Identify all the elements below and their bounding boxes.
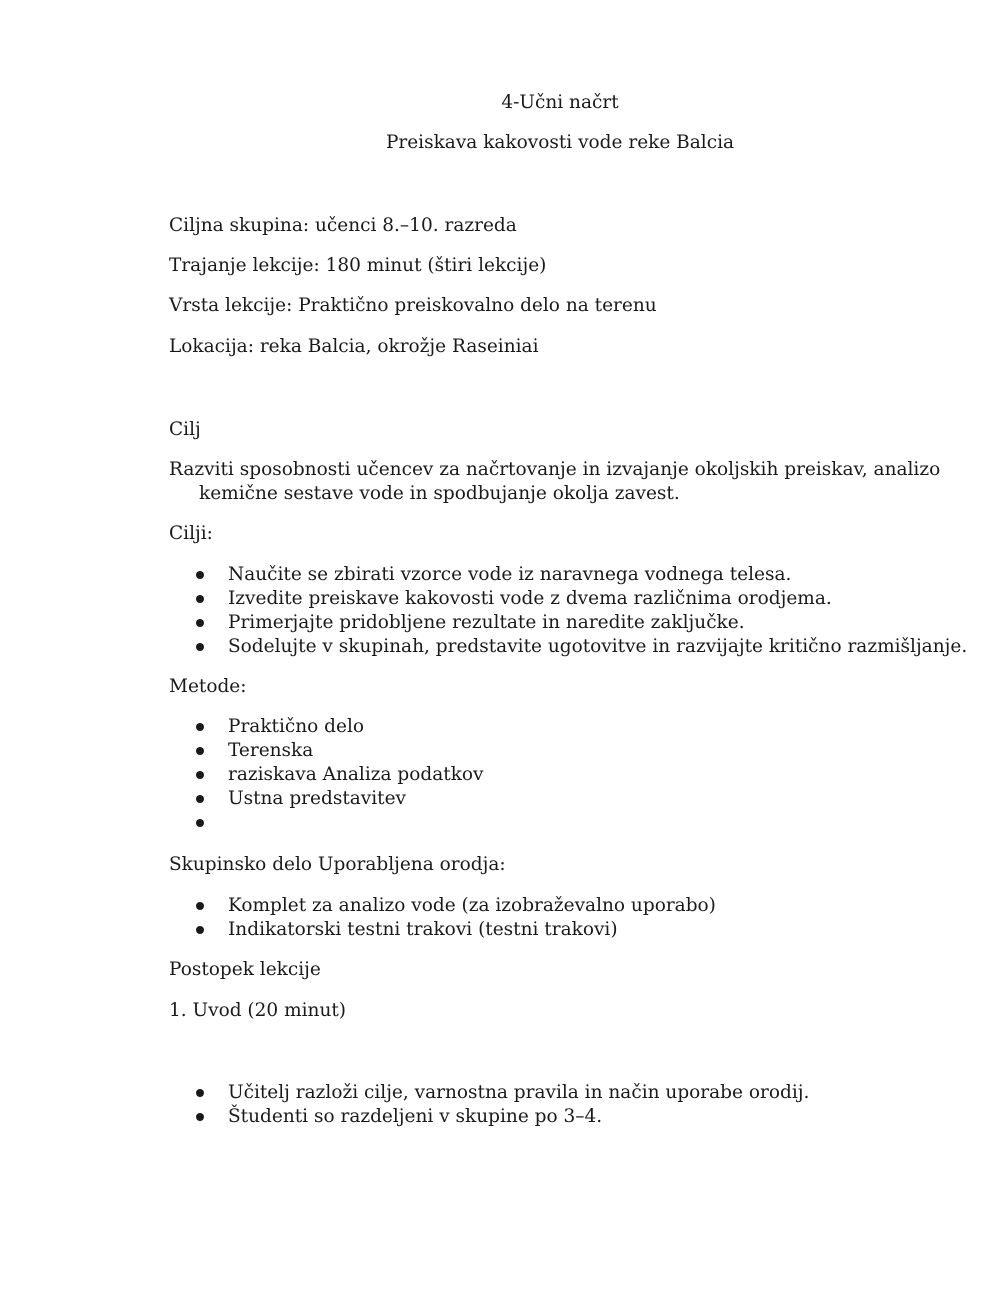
procedure-heading: Postopek lekcije	[169, 959, 321, 980]
location-line: Lokacija: reka Balcia, okrožje Raseiniai	[169, 336, 539, 357]
bullet-icon	[196, 771, 204, 779]
list-item	[169, 811, 484, 835]
list-item: Terenska	[169, 739, 484, 763]
list-item: Naučite se zbirati vzorce vode iz naravnega vodnega telesa.	[169, 563, 967, 587]
bullet-icon	[196, 1113, 204, 1121]
aim-text-line2: kemične sestave vode in spodbujanje okolja zavest.	[199, 483, 680, 504]
bullet-icon	[196, 902, 204, 910]
aim-heading: Cilj	[169, 419, 201, 440]
target-group-line: Ciljna skupina: učenci 8.–10. razreda	[169, 215, 517, 236]
objectives-list	[169, 563, 967, 659]
procedure-step1-heading: 1. Uvod (20 minut)	[169, 1000, 347, 1021]
tools-list	[169, 894, 716, 942]
bullet-icon	[196, 619, 204, 627]
list-item: Ustna predstavitev	[169, 787, 484, 811]
bullet-icon	[196, 819, 204, 827]
aim-paragraph	[169, 458, 949, 506]
list-item: Učitelj razloži cilje, varnostna pravila in način uporabe orodij.	[169, 1081, 809, 1105]
bullet-icon	[196, 926, 204, 934]
list-item: Sodelujte v skupinah, predstavite ugotovitve in razvijajte kritično razmišljanje.	[169, 635, 967, 659]
bullet-icon	[196, 571, 204, 579]
bullet-icon	[196, 595, 204, 603]
document-subtitle: Preiskava kakovosti vode reke Balcia	[385, 132, 735, 153]
list-item: Komplet za analizo vode (za izobraževalno uporabo)	[169, 894, 716, 918]
list-item: raziskava Analiza podatkov	[169, 763, 484, 787]
lesson-type-line: Vrsta lekcije: Praktično preiskovalno delo na terenu	[169, 295, 657, 316]
bullet-icon	[196, 643, 204, 651]
list-item: Izvedite preiskave kakovosti vode z dvema različnima orodjema.	[169, 587, 967, 611]
list-item: Primerjajte pridobljene rezultate in naredite zaključke.	[169, 611, 967, 635]
list-item: Indikatorski testni trakovi (testni trakovi)	[169, 918, 716, 942]
aim-text-line1: Razviti sposobnosti učencev za načrtovanje in izvajanje okoljskih preiskav, analizo	[169, 459, 941, 480]
procedure-step1-list	[169, 1081, 809, 1129]
document-title: 4-Učni načrt	[501, 92, 619, 113]
objectives-heading: Cilji:	[169, 523, 213, 544]
methods-list	[169, 715, 484, 835]
list-item: Praktično delo	[169, 715, 484, 739]
list-item: Študenti so razdeljeni v skupine po 3–4.	[169, 1105, 809, 1129]
bullet-icon	[196, 1089, 204, 1097]
methods-heading: Metode:	[169, 676, 247, 697]
bullet-icon	[196, 723, 204, 731]
bullet-icon	[196, 795, 204, 803]
tools-heading: Skupinsko delo Uporabljena orodja:	[169, 854, 506, 875]
duration-line: Trajanje lekcije: 180 minut (štiri lekcije)	[169, 255, 547, 276]
bullet-icon	[196, 747, 204, 755]
